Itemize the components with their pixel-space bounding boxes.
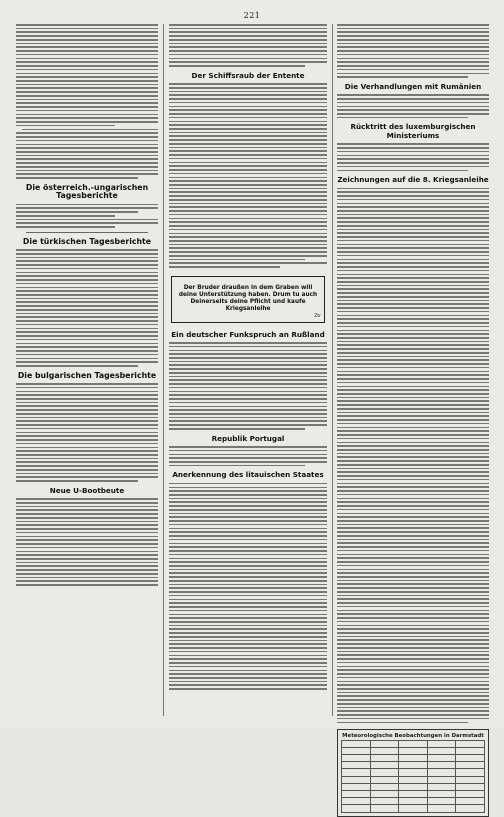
text-block xyxy=(16,498,158,585)
weather-observations-box xyxy=(337,729,489,816)
column-rule xyxy=(163,24,164,716)
headline-luxembourg: Rücktritt des luxemburgischen Ministeriums xyxy=(350,122,476,140)
page-number: 221 xyxy=(243,11,261,20)
text-block xyxy=(169,483,327,690)
weather-table xyxy=(341,740,485,813)
headline-entente: Der Schiffsraub der Entente xyxy=(191,70,305,80)
column-rule xyxy=(332,24,333,716)
headline-uboat: Neue U-Bootbeute xyxy=(49,485,125,495)
headline-austria: Die österreich.-ungarischen Tagesberichte xyxy=(25,182,149,201)
text-block xyxy=(169,83,327,268)
text-block xyxy=(169,446,327,466)
text-block xyxy=(16,383,158,482)
headline-bulgaria: Die bulgarischen Tagesberichte xyxy=(17,370,157,380)
column-1 xyxy=(16,24,158,716)
text-block xyxy=(16,24,158,179)
headline-portugal: Republik Portugal xyxy=(211,433,285,443)
text-block xyxy=(337,188,489,724)
column-3 xyxy=(337,24,489,740)
text-block xyxy=(337,143,489,171)
weather-title: Meteorologische Beobachtungen in Darmstadt xyxy=(342,733,484,740)
advertisement-note: Ztr xyxy=(314,314,321,320)
text-block xyxy=(169,342,327,429)
headline-war-bonds: Zeichnungen auf die 8. Kriegsanleihe xyxy=(337,175,489,185)
text-block xyxy=(169,24,327,67)
headline-radio-message: Ein deutscher Funkspruch an Rußland xyxy=(171,329,325,339)
headline-lithuania: Anerkennung des litauischen Staates xyxy=(172,470,324,480)
text-block xyxy=(337,24,489,78)
headline-romania: Die Verhandlungen mit Rumänien xyxy=(344,81,482,91)
text-block xyxy=(16,204,158,228)
column-2 xyxy=(169,24,327,716)
headline-turkey: Die türkischen Tagesberichte xyxy=(22,236,152,246)
war-bond-advertisement xyxy=(171,276,325,323)
text-block xyxy=(16,249,158,366)
text-block xyxy=(337,94,489,118)
advertisement-text: Der Bruder draußen in dem Graben will deine Unterstützung haben. Drum tu auch Deinerseits deine Pflicht und kaufe Kriegsanleihe xyxy=(178,284,318,313)
